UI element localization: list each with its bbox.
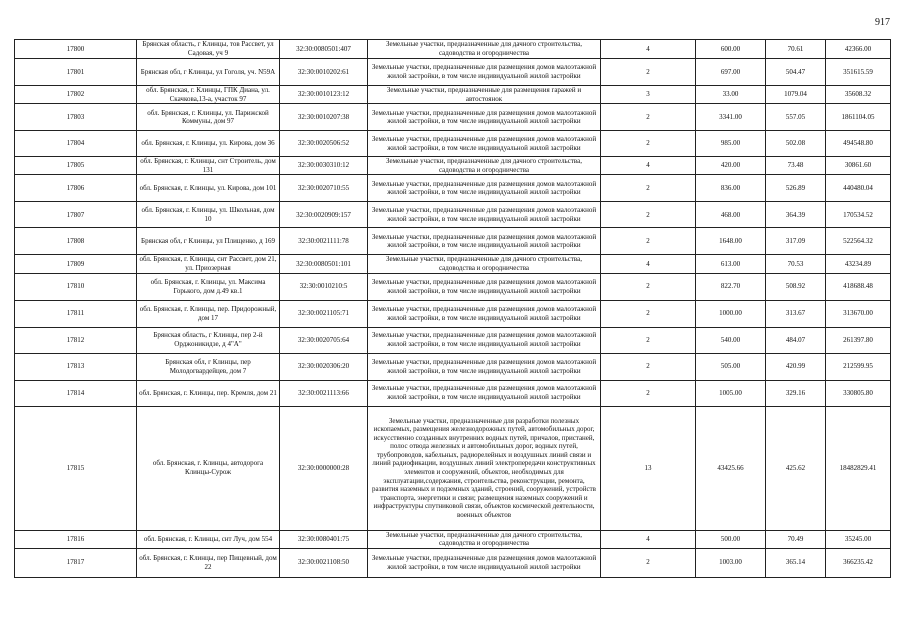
specific-value-cell: 317.09: [766, 228, 826, 255]
category-cell: 2: [601, 327, 696, 353]
category-cell: 2: [601, 131, 696, 157]
area-cell: 697.00: [696, 59, 766, 86]
specific-value-cell: 484.07: [766, 327, 826, 353]
land-purpose-cell: Земельные участки, предназначенные для дачного строительства, садоводства и огородничества: [368, 530, 601, 548]
address-cell: обл. Брянская, г. Клинцы, ул. Максима Горького, дом д.49 кв.1: [137, 273, 280, 300]
address-cell: обл. Брянская, г. Клинцы, ул. Школьная, дом 10: [137, 202, 280, 228]
table-row: [15, 380, 891, 406]
land-purpose-cell: Земельные участки, предназначенные для размещения домов малоэтажной жилой застройки, в том числе индивидуальной жилой застройки: [368, 548, 601, 577]
land-purpose-cell: Земельные участки, предназначенные для размещения домов малоэтажной жилой застройки, в том числе индивидуальной жилой застройки: [368, 228, 601, 255]
table-row: [15, 300, 891, 327]
category-cell: 2: [601, 104, 696, 131]
cadastral-number-cell: 32:30:0010202:61: [280, 59, 368, 86]
address-cell: обл. Брянская, г. Клинцы, ул. Парижской Коммуны, дом 97: [137, 104, 280, 131]
address-cell: обл. Брянская, г. Клинцы, пер. Кремля, дом 21: [137, 380, 280, 406]
address-cell: Брянская обл, г Клинцы, ул Плищенко, д 169: [137, 228, 280, 255]
table-row: [15, 228, 891, 255]
category-cell: 2: [601, 202, 696, 228]
area-cell: 540.00: [696, 327, 766, 353]
area-cell: 1648.00: [696, 228, 766, 255]
land-purpose-cell: Земельные участки, предназначенные для размещения домов малоэтажной жилой застройки, в том числе индивидуальной жилой застройки: [368, 380, 601, 406]
row-number-cell: 17800: [15, 40, 137, 59]
cadastral-number-cell: 32:30:0021108:50: [280, 548, 368, 577]
address-cell: обл. Брянская, г. Клинцы, снт Луч, дом 554: [137, 530, 280, 548]
land-purpose-cell: Земельные участки, предназначенные для дачного строительства, садоводства и огородничества: [368, 157, 601, 175]
table-row: [15, 86, 891, 104]
cadastral-number-cell: 32:30:0020909:157: [280, 202, 368, 228]
row-number-cell: 17804: [15, 131, 137, 157]
cadastral-number-cell: 32:30:0080501:407: [280, 40, 368, 59]
area-cell: 1003.00: [696, 548, 766, 577]
cadastral-value-table: [14, 39, 891, 578]
row-number-cell: 17809: [15, 255, 137, 273]
cadastral-value-cell: 43234.89: [826, 255, 891, 273]
cadastral-number-cell: 32:30:0080401:75: [280, 530, 368, 548]
row-number-cell: 17816: [15, 530, 137, 548]
specific-value-cell: 526.89: [766, 175, 826, 202]
row-number-cell: 17815: [15, 406, 137, 530]
cadastral-value-cell: 440480.04: [826, 175, 891, 202]
cadastral-number-cell: 32:30:0020705:64: [280, 327, 368, 353]
table-row: [15, 202, 891, 228]
address-cell: обл. Брянская, г. Клинцы, ул. Кирова, дом 101: [137, 175, 280, 202]
table-row: [15, 59, 891, 86]
category-cell: 3: [601, 86, 696, 104]
land-purpose-cell: Земельные участки, предназначенные для размещения домов малоэтажной жилой застройки, в том числе индивидуальной жилой застройки: [368, 353, 601, 380]
cadastral-number-cell: 32:30:0021113:66: [280, 380, 368, 406]
row-number-cell: 17801: [15, 59, 137, 86]
category-cell: 4: [601, 530, 696, 548]
land-purpose-cell: Земельные участки, предназначенные для дачного строительства, садоводства и огородничества: [368, 40, 601, 59]
specific-value-cell: 70.49: [766, 530, 826, 548]
cadastral-number-cell: 32:30:0080501:101: [280, 255, 368, 273]
land-purpose-cell: Земельные участки, предназначенные для размещения домов малоэтажной жилой застройки, в том числе индивидуальной жилой застройки: [368, 175, 601, 202]
cadastral-value-cell: 366235.42: [826, 548, 891, 577]
table-row: [15, 353, 891, 380]
land-purpose-cell: Земельные участки, предназначенные для размещения домов малоэтажной жилой застройки, в том числе индивидуальной жилой застройки: [368, 131, 601, 157]
land-purpose-cell: Земельные участки, предназначенные для размещения домов малоэтажной жилой застройки, в том числе индивидуальной жилой застройки: [368, 202, 601, 228]
area-cell: 822.70: [696, 273, 766, 300]
address-cell: Брянская область, г Клинцы, тов Рассвет, ул Садовая, уч 9: [137, 40, 280, 59]
area-cell: 505.00: [696, 353, 766, 380]
land-purpose-cell: Земельные участки, предназначенные для дачного строительства, садоводства и огородничества: [368, 255, 601, 273]
category-cell: 13: [601, 406, 696, 530]
land-purpose-cell: Земельные участки, предназначенные для размещения домов малоэтажной жилой застройки, в том числе индивидуальной жилой застройки: [368, 327, 601, 353]
category-cell: 4: [601, 157, 696, 175]
cadastral-value-cell: 351615.59: [826, 59, 891, 86]
land-purpose-cell: Земельные участки, предназначенные для размещения домов малоэтажной жилой застройки, в том числе индивидуальной жилой застройки: [368, 273, 601, 300]
row-number-cell: 17802: [15, 86, 137, 104]
specific-value-cell: 70.61: [766, 40, 826, 59]
row-number-cell: 17806: [15, 175, 137, 202]
cadastral-number-cell: 32:30:0020306:20: [280, 353, 368, 380]
land-purpose-cell: Земельные участки, предназначенные для размещения домов малоэтажной жилой застройки, в том числе индивидуальной жилой застройки: [368, 300, 601, 327]
category-cell: 2: [601, 548, 696, 577]
cadastral-number-cell: 32:30:0010123:12: [280, 86, 368, 104]
category-cell: 4: [601, 255, 696, 273]
area-cell: 43425.66: [696, 406, 766, 530]
address-cell: обл. Брянская, г. Клинцы, снт Строитель, дом 131: [137, 157, 280, 175]
table-row: [15, 40, 891, 59]
cadastral-value-cell: 261397.80: [826, 327, 891, 353]
cadastral-value-cell: 170534.52: [826, 202, 891, 228]
category-cell: 2: [601, 300, 696, 327]
specific-value-cell: 504.47: [766, 59, 826, 86]
specific-value-cell: 502.08: [766, 131, 826, 157]
address-cell: обл. Брянская, г. Клинцы, пер. Придорожный, дом 17: [137, 300, 280, 327]
address-cell: Брянская область, г Клинцы, пер 2-й Орджоникидзе, д 4"А": [137, 327, 280, 353]
category-cell: 2: [601, 59, 696, 86]
address-cell: обл. Брянская, г. Клинцы, пер Пищевный, дом 22: [137, 548, 280, 577]
area-cell: 985.00: [696, 131, 766, 157]
table-row: [15, 131, 891, 157]
row-number-cell: 17805: [15, 157, 137, 175]
cadastral-value-cell: 1861104.05: [826, 104, 891, 131]
cadastral-value-cell: 494548.80: [826, 131, 891, 157]
row-number-cell: 17811: [15, 300, 137, 327]
category-cell: 2: [601, 380, 696, 406]
table-row: [15, 406, 891, 530]
land-purpose-cell: Земельные участки, предназначенные для разработки полезных ископаемых, размещения железнодорожных путей, автомобильных дорог, искусственно созданных внутренних водных путей, причалов, пристаней, полос отвода железных и автомобильных дорог, водных путей, трубопроводов, кабельных, радиорелейных и воздушных линий связи и линий радиофикации, воздушных линий электропередачи конструктивных элементов и сооружений, объектов, необходимых для эксплуатации,содержания, строительства, реконструкции, ремонта, развития наземных и подземных зданий, строений, сооружений, устройств транспорта, энергетики и связи; размещения наземных сооружений и инфраструктуры спутниковой связи, объектов космической деятельности, военных объектов: [368, 406, 601, 530]
area-cell: 33.00: [696, 86, 766, 104]
land-purpose-cell: Земельные участки, предназначенные для размещения домов малоэтажной жилой застройки, в том числе индивидуальной жилой застройки: [368, 59, 601, 86]
category-cell: 2: [601, 273, 696, 300]
cadastral-number-cell: 32:30:0021105:71: [280, 300, 368, 327]
specific-value-cell: 365.14: [766, 548, 826, 577]
cadastral-value-cell: 30861.60: [826, 157, 891, 175]
table-row: [15, 548, 891, 577]
area-cell: 1005.00: [696, 380, 766, 406]
area-cell: 420.00: [696, 157, 766, 175]
specific-value-cell: 1079.04: [766, 86, 826, 104]
address-cell: обл. Брянская, г. Клинцы, ул. Кирова, дом 36: [137, 131, 280, 157]
cadastral-number-cell: 32:30:0030310:12: [280, 157, 368, 175]
cadastral-value-cell: 35245.00: [826, 530, 891, 548]
address-cell: обл. Брянская, г. Клинцы, снт Рассвет, дом 21, ул. Приозерная: [137, 255, 280, 273]
address-cell: обл. Брянская, г. Клинцы, ГПК Диана, ул. Скачкова,13-а, участок 97: [137, 86, 280, 104]
area-cell: 836.00: [696, 175, 766, 202]
table-row: [15, 273, 891, 300]
cadastral-value-cell: 522564.32: [826, 228, 891, 255]
cadastral-value-cell: 35608.32: [826, 86, 891, 104]
cadastral-number-cell: 32:30:0020710:55: [280, 175, 368, 202]
specific-value-cell: 508.92: [766, 273, 826, 300]
area-cell: 3341.00: [696, 104, 766, 131]
specific-value-cell: 329.16: [766, 380, 826, 406]
cadastral-number-cell: 32:30:0020506:52: [280, 131, 368, 157]
specific-value-cell: 420.99: [766, 353, 826, 380]
table-row: [15, 255, 891, 273]
category-cell: 2: [601, 175, 696, 202]
row-number-cell: 17807: [15, 202, 137, 228]
specific-value-cell: 425.62: [766, 406, 826, 530]
land-purpose-cell: Земельные участки, предназначенные для размещения гаражей и автостоянок: [368, 86, 601, 104]
cadastral-value-cell: 313670.00: [826, 300, 891, 327]
address-cell: обл. Брянская, г. Клинцы, автодорога Клинцы-Сурож: [137, 406, 280, 530]
specific-value-cell: 364.39: [766, 202, 826, 228]
table-row: [15, 327, 891, 353]
specific-value-cell: 313.67: [766, 300, 826, 327]
cadastral-value-cell: 418688.48: [826, 273, 891, 300]
row-number-cell: 17808: [15, 228, 137, 255]
cadastral-number-cell: 32:30:0000000:28: [280, 406, 368, 530]
area-cell: 613.00: [696, 255, 766, 273]
area-cell: 1000.00: [696, 300, 766, 327]
cadastral-value-cell: 330805.80: [826, 380, 891, 406]
specific-value-cell: 557.05: [766, 104, 826, 131]
row-number-cell: 17814: [15, 380, 137, 406]
page-number: 917: [875, 17, 890, 28]
table-row: [15, 530, 891, 548]
category-cell: 2: [601, 228, 696, 255]
row-number-cell: 17813: [15, 353, 137, 380]
row-number-cell: 17812: [15, 327, 137, 353]
land-purpose-cell: Земельные участки, предназначенные для размещения домов малоэтажной жилой застройки, в том числе индивидуальной жилой застройки: [368, 104, 601, 131]
table-row: [15, 104, 891, 131]
area-cell: 600.00: [696, 40, 766, 59]
table-row: [15, 175, 891, 202]
table-body: [15, 40, 891, 578]
cadastral-number-cell: 32:30:0010207:38: [280, 104, 368, 131]
cadastral-value-cell: 18482829.41: [826, 406, 891, 530]
row-number-cell: 17803: [15, 104, 137, 131]
row-number-cell: 17817: [15, 548, 137, 577]
address-cell: Брянская обл, г Клинцы, пер Молодогвардейцев, дом 7: [137, 353, 280, 380]
cadastral-value-cell: 212599.95: [826, 353, 891, 380]
specific-value-cell: 70.53: [766, 255, 826, 273]
cadastral-number-cell: 32:30:0010210:5: [280, 273, 368, 300]
cadastral-value-cell: 42366.00: [826, 40, 891, 59]
area-cell: 468.00: [696, 202, 766, 228]
cadastral-number-cell: 32:30:0021111:78: [280, 228, 368, 255]
address-cell: Брянская обл, г Клинцы, ул Гоголя, уч. N59А: [137, 59, 280, 86]
row-number-cell: 17810: [15, 273, 137, 300]
table-row: [15, 157, 891, 175]
category-cell: 2: [601, 353, 696, 380]
specific-value-cell: 73.48: [766, 157, 826, 175]
category-cell: 4: [601, 40, 696, 59]
area-cell: 500.00: [696, 530, 766, 548]
